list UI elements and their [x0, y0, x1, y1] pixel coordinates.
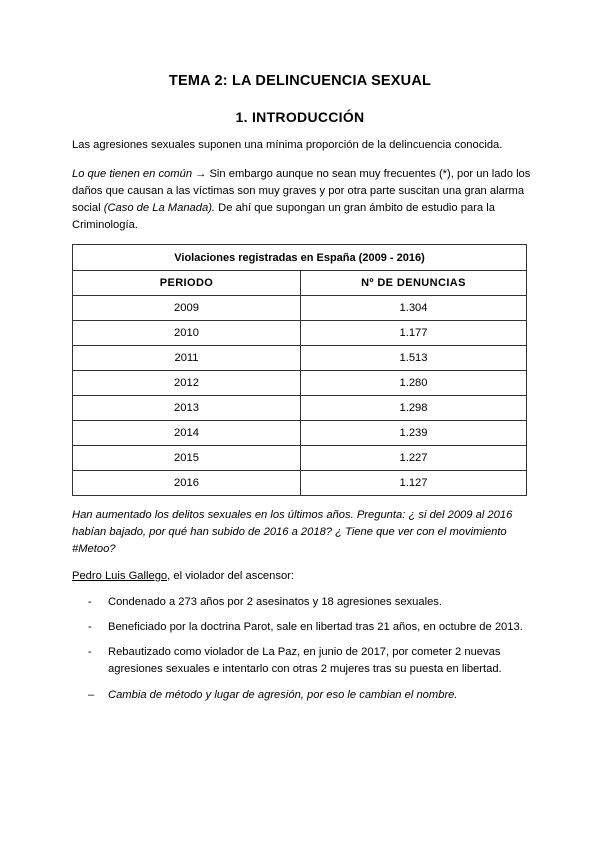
person-heading	[72, 568, 294, 585]
table-header-row	[73, 271, 527, 296]
period-cell: 2011	[73, 346, 301, 371]
period-cell: 2014	[73, 421, 301, 446]
list-item-text: Cambia de método y lugar de agresión, por eso le cambian el nombre.	[108, 689, 458, 701]
table-row	[73, 321, 527, 346]
list-item	[72, 687, 542, 704]
table-row	[73, 446, 527, 471]
dash-bullet-icon: -	[88, 596, 92, 608]
commonality-text-a: Sin embargo aunque no sean muy frecuentes (*), por un lado los daños que causan a las víctimas son muy graves y por otra parte suscitan una gran alarma social	[72, 168, 531, 214]
facts-list	[72, 594, 542, 712]
table-row	[73, 371, 527, 396]
question-note: Han aumentado los delitos sexuales en los últimos años. Pregunta: ¿ si del 2009 al 2016 habían bajado, por qué han subido de 2016 a 2018? ¿ Tiene que ver con el movimiento #Metoo?	[72, 509, 513, 555]
count-cell: 1.304	[301, 296, 527, 321]
period-cell: 2010	[73, 321, 301, 346]
count-cell: 1.177	[301, 321, 527, 346]
table-row	[73, 296, 527, 321]
count-cell: 1.513	[301, 346, 527, 371]
dash-bullet-icon: -	[88, 646, 92, 658]
table-row	[73, 396, 527, 421]
commonality-paragraph	[72, 166, 532, 234]
list-item-text: Beneficiado por la doctrina Parot, sale en libertad tras 21 años, en octubre de 2013.	[108, 621, 523, 633]
person-name: Pedro Luis Gallego	[72, 570, 168, 582]
rapes-statistics-table	[72, 244, 527, 496]
arrow-icon: →	[192, 168, 210, 180]
period-cell: 2009	[73, 296, 301, 321]
list-item-text: Rebautizado como violador de La Paz, en junio de 2017, por cometer 2 nuevas agresiones sexuales e intentarlo con otras 2 mujeres tras su puesta en libertad.	[108, 646, 502, 675]
count-cell: 1.227	[301, 446, 527, 471]
case-reference: (Caso de La Manada).	[103, 202, 216, 214]
header-denuncias: Nº DE DENUNCIAS	[301, 271, 527, 296]
header-periodo: PERIODO	[73, 271, 301, 296]
list-item	[72, 644, 542, 678]
list-item	[72, 619, 542, 636]
period-cell: 2016	[73, 471, 301, 496]
count-cell: 1.127	[301, 471, 527, 496]
period-cell: 2015	[73, 446, 301, 471]
period-cell: 2013	[73, 396, 301, 421]
list-item-text: Condenado a 273 años por 2 asesinatos y 18 agresiones sexuales.	[108, 596, 442, 608]
count-cell: 1.239	[301, 421, 527, 446]
dash-bullet-icon: –	[88, 689, 95, 701]
period-cell: 2012	[73, 371, 301, 396]
person-description: , el violador del ascensor:	[167, 570, 295, 582]
commonality-text-b: De ahí que supongan un gran ámbito de estudio para la Criminología.	[72, 202, 495, 231]
table-row	[73, 421, 527, 446]
document-title: TEMA 2: LA DELINCUENCIA SEXUAL	[168, 73, 432, 89]
dash-bullet-icon: -	[88, 621, 92, 633]
table-caption-row	[73, 245, 527, 271]
table-row	[73, 346, 527, 371]
table-row	[73, 471, 527, 496]
table-caption: Violaciones registradas en España (2009 - 2016)	[73, 245, 527, 271]
count-cell: 1.280	[301, 371, 527, 396]
list-item	[72, 594, 542, 611]
section-title: 1. INTRODUCCIÓN	[235, 109, 365, 125]
common-lead: Lo que tienen en común	[72, 168, 193, 180]
intro-paragraph: Las agresiones sexuales suponen una mínima proporción de la delincuencia conocida.	[72, 139, 503, 151]
count-cell: 1.298	[301, 396, 527, 421]
